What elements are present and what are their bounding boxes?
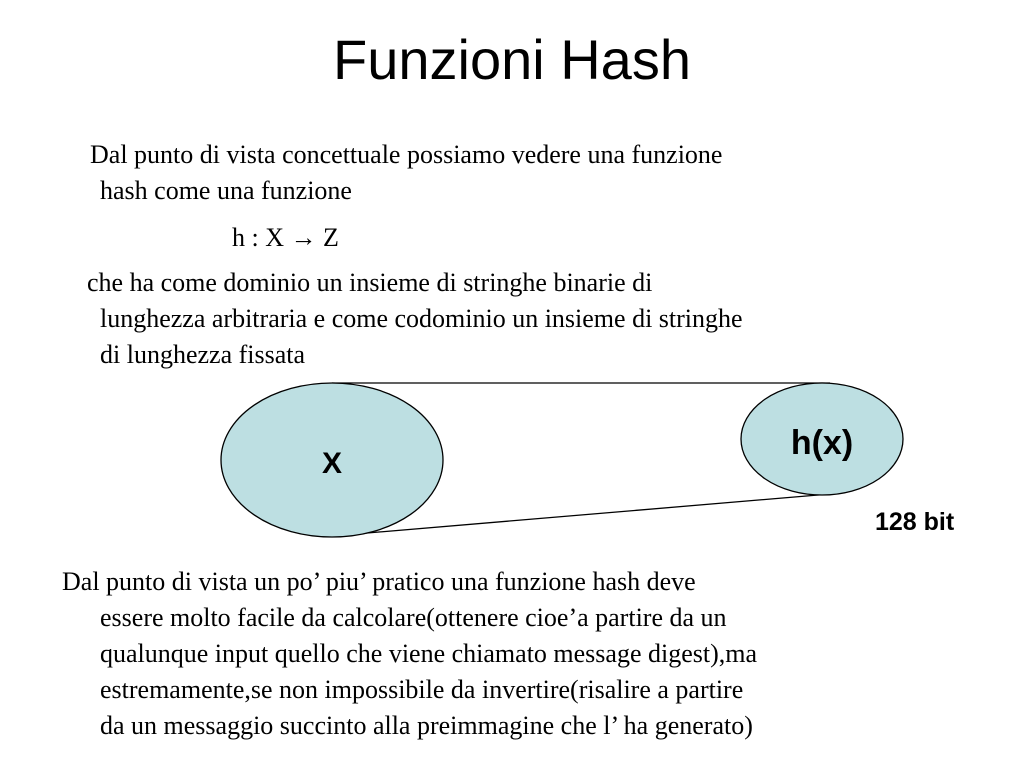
slide-title: Funzioni Hash	[333, 28, 691, 91]
intro-line-2: hash come una funzione	[100, 176, 352, 205]
practical-line-4: estremamente,se non impossibile da invertire(risalire a partire	[100, 675, 744, 704]
output-size-label: 128 bit	[875, 508, 955, 536]
practical-line-1: Dal punto di vista un po’ piu’ pratico una funzione hash deve	[62, 567, 696, 596]
domain-line-1: che ha come dominio un insieme di stringhe binarie di	[87, 268, 653, 297]
practical-line-2: essere molto facile da calcolare(ottenere cioe’a partire da un	[100, 603, 727, 632]
domain-paragraph	[87, 265, 980, 373]
codomain-label: h(x)	[790, 424, 854, 462]
practical-line-3: qualunque input quello che viene chiamato message digest),ma	[100, 639, 758, 668]
hash-formula: h : X → Z	[232, 223, 339, 252]
domain-line-3: di lunghezza fissata	[100, 340, 306, 369]
domain-label: X	[321, 447, 343, 480]
domain-line-2: lunghezza arbitraria e come codominio un insieme di stringhe	[100, 304, 743, 333]
practical-line-5: da un messaggio succinto alla preimmagine che l’ ha generato)	[100, 711, 753, 740]
intro-line-1: Dal punto di vista concettuale possiamo vedere una funzione	[90, 140, 723, 169]
intro-paragraph	[90, 137, 960, 209]
practical-paragraph	[62, 564, 1000, 744]
